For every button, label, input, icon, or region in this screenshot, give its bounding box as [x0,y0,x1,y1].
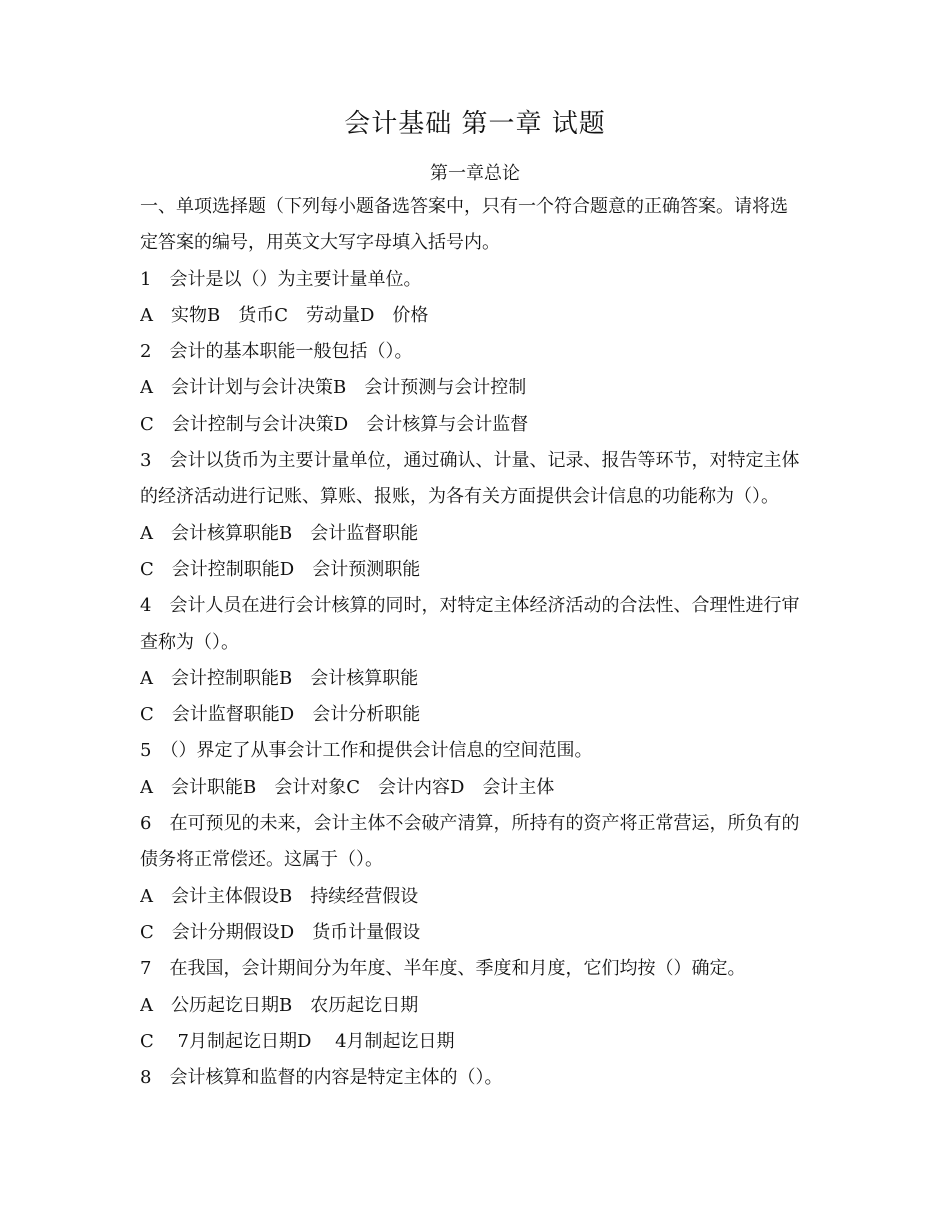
body-line: 4 会计人员在进行会计核算的同时，对特定主体经济活动的合法性、合理性进行审 [140,595,800,617]
body-line: 3 会计以货币为主要计量单位，通过确认、计量、记录、报告等环节，对特定主体 [140,450,800,472]
body-line: C 会计监督职能D 会计分析职能 [140,704,421,726]
body-line: A 会计职能B 会计对象C 会计内容D 会计主体 [140,776,555,798]
body-line: C 会计控制与会计决策D 会计核算与会计监督 [140,413,529,435]
body-line: 的经济活动进行记账、算账、报账，为各有关方面提供会计信息的功能称为（）。 [140,486,779,508]
body-line: A 实物B 货币C 劳动量D 价格 [140,304,429,326]
body-line: C 会计分期假设D 货币计量假设 [140,921,421,943]
body-line: A 会计主体假设B 持续经营假设 [140,885,419,907]
body-line: 一、单项选择题（下列每小题备选答案中，只有一个符合题意的正确答案。请将选 [140,196,788,217]
body-line: 2 会计的基本职能一般包括（）。 [140,341,413,363]
body-line: 债务将正常偿还。这属于（）。 [140,849,383,871]
chapter-subtitle: 第一章总论 [430,163,520,184]
document-body [140,189,820,1096]
body-line: 6 在可预见的未来，会计主体不会破产清算，所持有的资产将正常营运，所负有的 [140,813,800,835]
body-line: 8 会计核算和监督的内容是特定主体的（）。 [140,1067,503,1089]
body-line: 1 会计是以（）为主要计量单位。 [140,268,422,290]
body-line: A 会计计划与会计决策B 会计预测与会计控制 [140,377,527,399]
body-line: 查称为（）。 [140,631,239,653]
body-line: 5 （）界定了从事会计工作和提供会计信息的空间范围。 [140,740,593,762]
body-line: A 会计核算职能B 会计监督职能 [140,522,419,544]
body-line: 7 在我国，会计期间分为年度、半年度、季度和月度，它们均按（）确定。 [140,958,746,980]
body-line: A 公历起讫日期B 农历起讫日期 [140,994,419,1016]
document-title: 会计基础 第一章 试题 [344,109,606,139]
body-line: C 7月制起讫日期D 4月制起讫日期 [140,1030,455,1052]
body-line: C 会计控制职能D 会计预测职能 [140,558,421,580]
body-line: A 会计控制职能B 会计核算职能 [140,667,419,689]
body-line: 定答案的编号，用英文大写字母填入括号内。 [140,232,500,254]
